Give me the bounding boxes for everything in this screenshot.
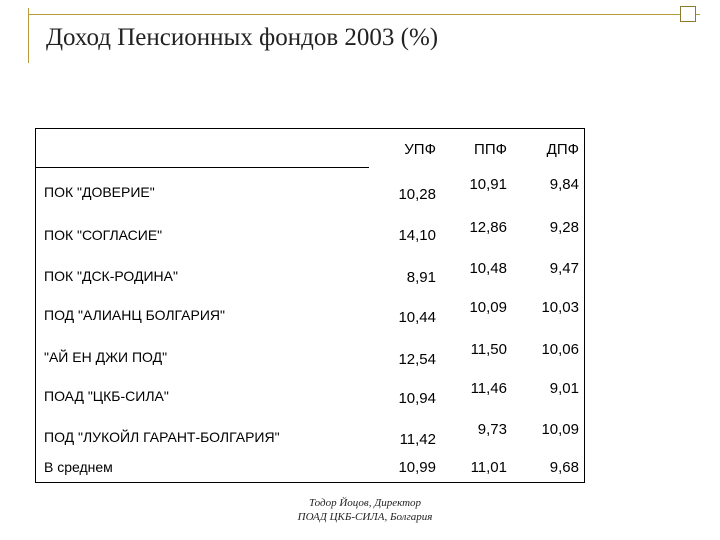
row-label: ПОД "ЛУКОЙЛ ГАРАНТ-БОЛГАРИЯ"	[44, 429, 280, 445]
table-cell: 12,86	[469, 219, 507, 236]
row-label: ПОАД "ЦКБ-СИЛА"	[44, 388, 169, 404]
accent-vertical-line	[28, 8, 29, 63]
header-upf: УПФ	[404, 141, 436, 158]
table-cell: 8,91	[406, 269, 436, 286]
table-cell: 10,94	[398, 390, 436, 407]
table-cell: 9,28	[549, 219, 579, 236]
row-label: ПОД "АЛИАНЦ БОЛГАРИЯ"	[44, 307, 225, 323]
table-cell: 10,06	[541, 341, 579, 358]
table-cell: 10,28	[398, 186, 436, 203]
table-cell: 10,91	[469, 176, 507, 193]
table-cell: 12,54	[398, 351, 436, 368]
table-cell: 9,47	[549, 260, 579, 277]
header-dpf: ДПФ	[546, 141, 579, 158]
row-label: ПОК "ДСК-РОДИНА"	[44, 268, 178, 284]
table-cell: 11,50	[470, 341, 507, 358]
table-cell: 9,73	[477, 421, 507, 438]
corner-square-icon	[680, 6, 696, 22]
table-cell: 9,01	[549, 380, 579, 397]
table-cell: 10,99	[398, 459, 436, 476]
table-cell: 10,48	[469, 260, 507, 277]
footer-credit	[265, 496, 465, 524]
table-cell: 11,01	[470, 459, 507, 476]
table-cell: 9,68	[549, 459, 579, 476]
table-cell: 10,03	[541, 299, 579, 316]
footer-line-1: Тодор Йоцов, Директор	[308, 497, 422, 509]
header-separator	[36, 167, 369, 168]
row-label: ПОК "ДОВЕРИЕ"	[44, 184, 155, 200]
table-cell: 9,84	[549, 176, 579, 193]
table-cell: 10,44	[398, 309, 436, 326]
returns-table	[35, 128, 585, 483]
row-label: "АЙ ЕН ДЖИ ПОД"	[44, 349, 168, 365]
table-cell: 10,09	[541, 421, 579, 438]
slide-title: Доход Пенсионных фондов 2003 (%)	[46, 24, 439, 51]
table-cell: 10,09	[469, 299, 507, 316]
header-ppf: ППФ	[474, 141, 507, 158]
row-label: ПОК "СОГЛАСИЕ"	[44, 227, 163, 243]
table-cell: 14,10	[398, 227, 436, 244]
table-cell: 11,46	[470, 380, 507, 397]
footer-line-2: ПОАД ЦКБ-СИЛА, Болгария	[297, 511, 433, 523]
row-label: В среднем	[44, 459, 113, 475]
accent-horizontal-line	[28, 14, 700, 15]
table-cell: 11,42	[399, 431, 436, 448]
